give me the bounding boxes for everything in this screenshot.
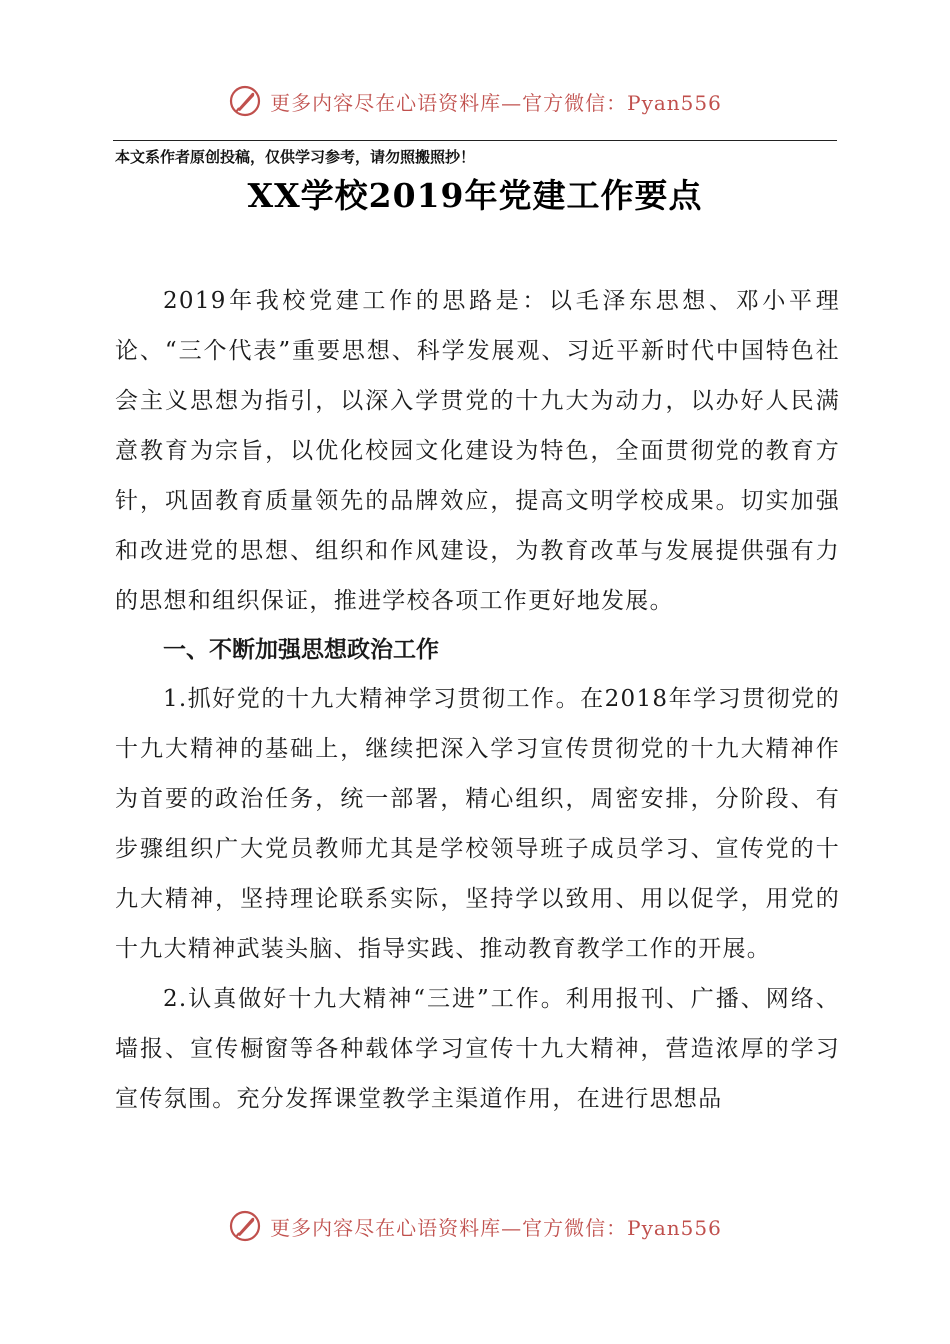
- section-heading: 一、不断加强思想政治工作: [163, 637, 439, 663]
- document-title: XX学校2019年党建工作要点: [247, 176, 703, 215]
- watermark-text: 更多内容尽在心语资料库—官方微信：Pyan556: [270, 90, 722, 115]
- quill-pen-icon: [228, 84, 262, 118]
- watermark-bottom: [0, 1209, 950, 1243]
- document-body: [115, 276, 840, 1124]
- item-paragraph-1: 1.抓好党的十九大精神学习贯彻工作。在2018年学习贯彻党的十九大精神的基础上，继续把深入学习宣传贯彻党的十九大精神作为首要的政治任务，统一部署，精心组织，周密安排，分阶段、有步骤组织广大党员教师尤其是学校领导班子成员学习、宣传党的十九大精神，坚持理论联系实际，坚持学以致用、用以促学，用党的十九大精神武装头脑、指导实践、推动教育教学工作的开展。: [115, 686, 840, 962]
- item-paragraph-2: 2.认真做好十九大精神“三进”工作。利用报刊、广播、网络、墙报、宣传橱窗等各种载体学习宣传十九大精神，营造浓厚的学习宣传氛围。充分发挥课堂教学主渠道作用，在进行思想品: [115, 986, 840, 1112]
- intro-paragraph: 2019年我校党建工作的思路是：以毛泽东思想、邓小平理论、“三个代表”重要思想、科学发展观、习近平新时代中国特色社会主义思想为指引，以深入学贯党的十九大为动力，以办好人民满意教育为宗旨，以优化校园文化建设为特色，全面贯彻党的教育方针，巩固教育质量领先的品牌效应，提高文明学校成果。切实加强和改进党的思想、组织和作风建设，为教育改革与发展提供强有力的思想和组织保证，推进学校各项工作更好地发展。: [115, 288, 840, 614]
- header-divider: [113, 140, 837, 141]
- watermark-top: [0, 84, 950, 118]
- copyright-notice: 本文系作者原创投稿，仅供学习参考，请勿照搬照抄！: [115, 148, 476, 166]
- quill-pen-icon: [228, 1209, 262, 1243]
- watermark-text: 更多内容尽在心语资料库—官方微信：Pyan556: [270, 1215, 722, 1240]
